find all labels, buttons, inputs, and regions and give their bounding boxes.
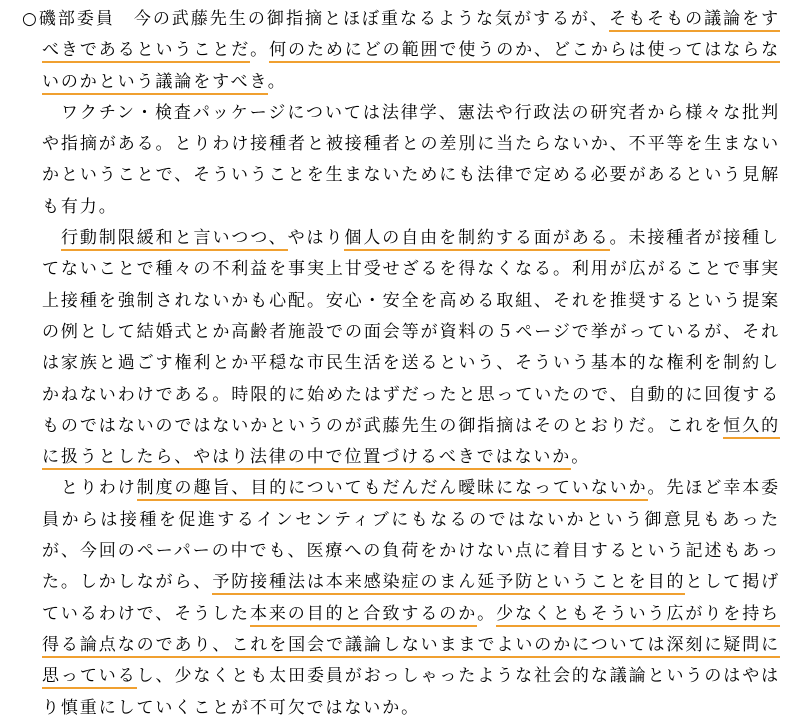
text-line (42, 693, 780, 724)
text-line (42, 35, 780, 66)
text-run: や指摘がある。とりわけ接種者と被接種者との差別に当たらないか、不平等を生まない (42, 134, 780, 155)
text-line (42, 536, 780, 567)
text-run (42, 228, 61, 248)
text-line (42, 317, 780, 348)
highlighted-phrase: 個人の自由を制約する面がある (344, 228, 609, 251)
text-line (42, 380, 780, 411)
text-line (42, 505, 780, 536)
text-line (42, 442, 780, 473)
text-run: た。しかしながら、 (42, 572, 213, 593)
text-line (42, 473, 780, 504)
highlighted-phrase: 得る論点なのであり、これを国会で議論しないままでよいのかについては深刻に疑問に (42, 635, 780, 658)
text-run: も有力。 (42, 196, 118, 217)
highlighted-phrase: 何のためにどの範囲で使うのか、どこからは使ってはならな (269, 40, 780, 63)
text-line (42, 98, 780, 129)
text-run: 。 (250, 40, 270, 61)
text-run: 。 (477, 603, 497, 624)
text-run: かということで、そういうことを生まないためにも法律で定める必要があるという見解 (42, 165, 780, 186)
highlighted-phrase: そもそもの議論をす (609, 9, 780, 32)
text-run: として掲げ (685, 572, 780, 593)
highlighted-phrase: べきであるということだ (42, 40, 250, 63)
speaker-mark: ○ (22, 9, 39, 29)
highlighted-phrase: 恒久的 (723, 416, 780, 439)
text-run: は家族と過ごす権利とか平穏な市民生活を送るという、そういう基本的な権利を制約し (42, 353, 780, 374)
text-run: の例として結婚式とか高齢者施設での面会等が資料の５ページで挙がっているが、それ (42, 321, 780, 342)
highlighted-phrase: 少なくともそういう広がりを持ち (496, 604, 780, 627)
text-run: ものではないのではないかというのが武藤先生の御指摘はそのとおりだ。これを (42, 415, 724, 436)
text-line (42, 223, 780, 254)
highlighted-phrase: いのかという議論をすべき (42, 72, 268, 95)
text-run: とりわけ (42, 478, 137, 499)
text-run: 。未接種者が接種し (609, 228, 780, 249)
text-run: 上接種を強制されないかも心配。安心・安全を高める取組、それを推奨するという提案 (42, 290, 780, 311)
text-run: 。 (267, 71, 287, 92)
text-run: やはり (287, 228, 345, 249)
highlighted-phrase: 予防接種法は本来感染症のまん延予防ということを目的 (212, 572, 685, 595)
text-line (42, 160, 780, 191)
text-line (42, 630, 780, 661)
highlighted-phrase: 思っている (42, 666, 137, 689)
text-run: 。 (571, 447, 591, 468)
text-line (42, 192, 780, 223)
text-line (42, 254, 780, 285)
highlighted-phrase: 制度の趣旨、目的についてもだんだん曖昧になっていないか (137, 478, 648, 501)
text-run: てないことで種々の不利益を事実上甘受せざるを得なくなる。利用が広がることで事実 (42, 259, 780, 280)
text-line (42, 67, 780, 98)
text-run: 員からは接種を促進するインセンティブにもなるのではないかという御意見もあった (42, 509, 780, 530)
text-line (22, 4, 780, 35)
text-run: ているわけで、そうした (42, 603, 250, 624)
text-run: ワクチン・検査パッケージについては法律学、憲法や行政法の研究者から様々な批判 (42, 102, 780, 123)
text-line (42, 567, 780, 598)
text-run: し、少なくとも太田委員がおっしゃったような社会的な議論というのはやは (136, 666, 780, 687)
highlighted-phrase: 本来の目的と合致するのか (250, 604, 477, 627)
text-line (42, 599, 780, 630)
text-line (42, 286, 780, 317)
text-run: かねないわけである。時限的に始めたはずだったと思っていたので、自動的に回復する (42, 384, 780, 405)
text-run: り慎重にしていくことが不可欠ではないか。 (42, 697, 420, 718)
text-line (42, 661, 780, 692)
text-line (42, 348, 780, 379)
highlighted-phrase: に扱うとしたら、やはり法律の中で位置づけるべきではないか (42, 447, 571, 470)
text-line (42, 411, 780, 442)
highlighted-phrase: 行動制限緩和と言いつつ、 (61, 228, 288, 251)
text-line (42, 129, 780, 160)
speaker-name: 磯部委員 (38, 9, 115, 29)
text-run: 今の武藤先生の御指摘とほぼ重なるような気がするが、 (114, 9, 610, 29)
text-run: 。先ほど幸本委 (647, 478, 780, 499)
text-run: が、今回のペーパーの中でも、医療への負荷をかけない点に着目するという記述もあっ (42, 541, 780, 562)
